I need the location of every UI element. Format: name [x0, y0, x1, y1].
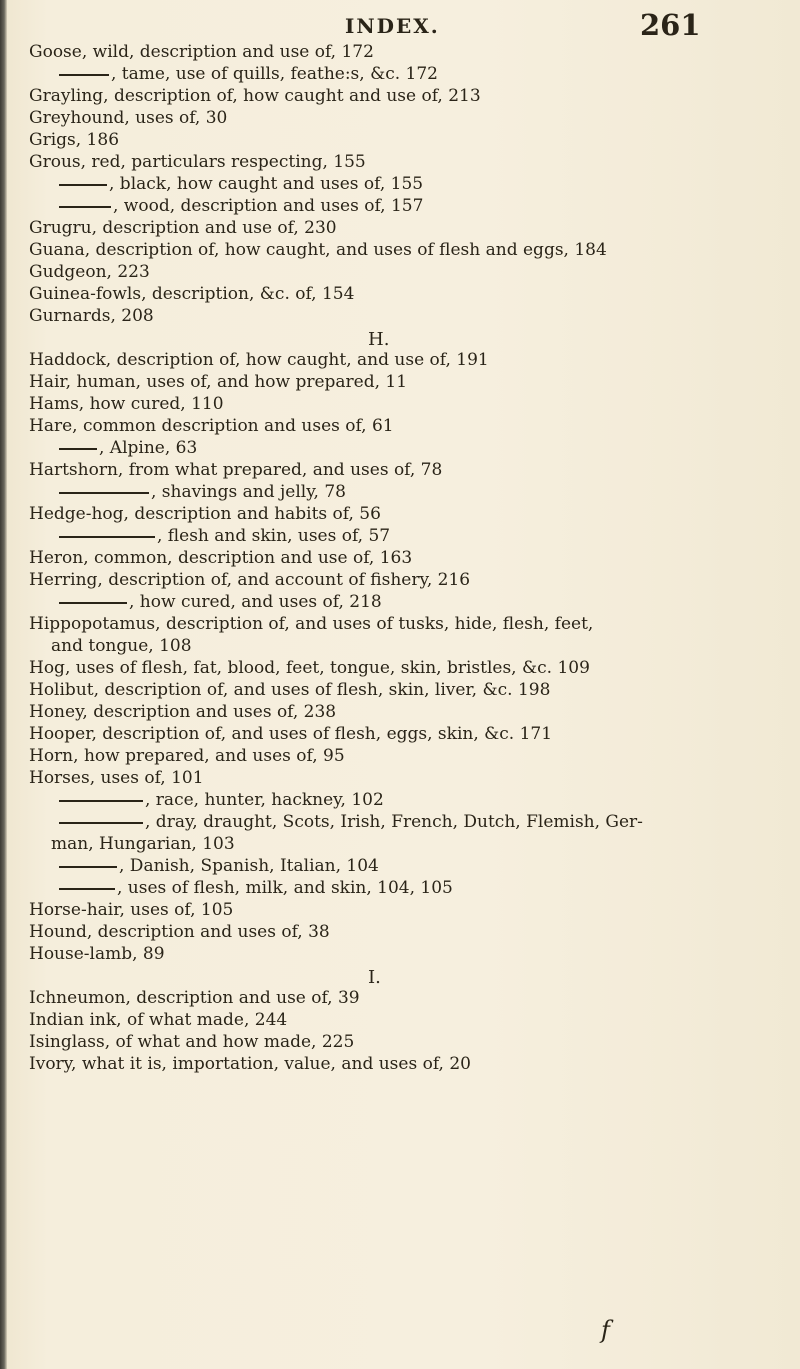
- index-entry-text: Hartshorn, from what prepared, and uses of, 78: [29, 460, 443, 480]
- index-entry-text: Holibut, description of, and uses of flesh, skin, liver, &c. 198: [29, 680, 551, 700]
- index-entry: [29, 305, 154, 327]
- index-entry-text: Gudgeon, 223: [29, 262, 150, 282]
- index-entry: [29, 151, 366, 173]
- index-entry: [59, 437, 197, 459]
- index-entry: [29, 701, 336, 723]
- index-entry: [29, 217, 337, 239]
- index-entry-text: , how cured, and uses of, 218: [129, 592, 382, 612]
- index-entry: [59, 173, 423, 195]
- index-entry: [29, 393, 224, 415]
- index-entry: [29, 723, 552, 745]
- index-entry-text: Horse-hair, uses of, 105: [29, 900, 234, 920]
- index-entry: [59, 63, 438, 85]
- index-entry: [29, 85, 481, 107]
- index-entry: [59, 525, 390, 547]
- index-entry: [29, 107, 227, 129]
- index-entry: [29, 261, 150, 283]
- index-entry-text: Ivory, what it is, importation, value, and uses of, 20: [29, 1054, 471, 1074]
- index-entry: [59, 481, 346, 503]
- index-entry: [59, 877, 453, 899]
- index-entry: [29, 415, 394, 437]
- ditto-dash: [59, 536, 155, 538]
- index-entry: [59, 591, 382, 613]
- index-entry-text: Greyhound, uses of, 30: [29, 108, 228, 128]
- index-entry-text: Ichneumon, description and use of, 39: [29, 988, 360, 1008]
- section-letter: H.: [368, 329, 390, 350]
- index-entry: [29, 679, 550, 701]
- ditto-dash: [59, 184, 107, 186]
- index-entry: [29, 1053, 471, 1075]
- index-entry: [29, 767, 204, 789]
- ditto-dash: [59, 822, 143, 824]
- index-entry-text: Hare, common description and uses of, 61: [29, 416, 394, 436]
- index-entry-text: Goose, wild, description and use of, 172: [29, 42, 374, 62]
- index-entry: [29, 921, 330, 943]
- index-entry-text: Hound, description and uses of, 38: [29, 922, 330, 942]
- ditto-dash: [59, 206, 111, 208]
- index-entry: [59, 811, 643, 833]
- index-entry-continuation: and tongue, 108: [51, 636, 192, 656]
- index-entry: [29, 547, 412, 569]
- index-entry: [29, 349, 489, 371]
- index-entry-text: House-lamb, 89: [29, 944, 165, 964]
- index-entry-text: , Alpine, 63: [99, 438, 198, 458]
- index-entry-text: Grayling, description of, how caught and use of, 213: [29, 86, 481, 106]
- index-entry-text: , race, hunter, hackney, 102: [145, 790, 384, 810]
- ditto-dash: [59, 448, 97, 450]
- index-entry: [29, 239, 607, 261]
- index-entry-text: Heron, common, description and use of, 163: [29, 548, 413, 568]
- index-entry: [29, 371, 407, 393]
- index-entry: [29, 1031, 354, 1053]
- page-number: 261: [640, 8, 701, 42]
- index-entry: [29, 503, 381, 525]
- ditto-dash: [59, 74, 109, 76]
- index-entry-text: Hedge-hog, description and habits of, 56: [29, 504, 381, 524]
- index-entry-text: , flesh and skin, uses of, 57: [157, 526, 391, 546]
- index-entry-text: , tame, use of quills, feathe:s, &c. 172: [111, 64, 439, 84]
- ditto-dash: [59, 800, 143, 802]
- index-entry: [59, 789, 384, 811]
- running-title: INDEX.: [345, 14, 440, 38]
- index-entry-text: Grugru, description and use of, 230: [29, 218, 337, 238]
- index-entry: [29, 657, 590, 679]
- index-entry-text: , black, how caught and uses of, 155: [109, 174, 424, 194]
- index-entry: [29, 1009, 287, 1031]
- index-entry-text: Hooper, description of, and uses of flesh, eggs, skin, &c. 171: [29, 724, 553, 744]
- index-entry-text: Hippopotamus, description of, and uses of tusks, hide, flesh, feet,: [29, 614, 594, 634]
- index-entry-text: Grous, red, particulars respecting, 155: [29, 152, 366, 172]
- index-entry: [29, 943, 165, 965]
- index-entry: [29, 129, 119, 151]
- index-entry-text: , uses of flesh, milk, and skin, 104, 105: [117, 878, 453, 898]
- index-entry: [29, 459, 442, 481]
- index-entry-continuation: man, Hungarian, 103: [51, 834, 235, 854]
- index-entry: [29, 899, 233, 921]
- ditto-dash: [59, 866, 117, 868]
- index-entry-text: Gurnards, 208: [29, 306, 154, 326]
- index-entry-text: Guinea-fowls, description, &c. of, 154: [29, 284, 355, 304]
- index-entry-text: Horses, uses of, 101: [29, 768, 204, 788]
- index-entry: [29, 987, 360, 1009]
- ditto-dash: [59, 492, 149, 494]
- index-entry-text: Hair, human, uses of, and how prepared, 11: [29, 372, 408, 392]
- index-entry-text: , shavings and jelly, 78: [151, 482, 346, 502]
- index-entry: [29, 283, 354, 305]
- index-entry-text: Horn, how prepared, and uses of, 95: [29, 746, 345, 766]
- index-entry: [59, 855, 379, 877]
- index-entry-text: Grigs, 186: [29, 130, 120, 150]
- index-entry-text: Herring, description of, and account of fishery, 216: [29, 570, 471, 590]
- index-entry-text: Honey, description and uses of, 238: [29, 702, 337, 722]
- index-entry-text: Guana, description of, how caught, and uses of flesh and eggs, 184: [29, 240, 607, 260]
- index-entry-text: Hams, how cured, 110: [29, 394, 224, 414]
- index-entry: [29, 569, 470, 591]
- index-entry: [29, 41, 374, 63]
- ditto-dash: [59, 888, 115, 890]
- index-entry-text: , wood, description and uses of, 157: [113, 196, 424, 216]
- index-entry-text: , Danish, Spanish, Italian, 104: [119, 856, 379, 876]
- index-entry-text: Isinglass, of what and how made, 225: [29, 1032, 355, 1052]
- index-entry: [29, 613, 593, 635]
- index-entry-text: Hog, uses of flesh, fat, blood, feet, tongue, skin, bristles, &c. 109: [29, 658, 590, 678]
- index-entry: [59, 195, 423, 217]
- index-entry-text: Haddock, description of, how caught, and use of, 191: [29, 350, 489, 370]
- index-entry-text: , dray, draught, Scots, Irish, French, Dutch, Flemish, Ger-: [145, 812, 643, 832]
- page-binding-edge: [0, 0, 7, 1369]
- section-letter: I.: [368, 967, 381, 988]
- signature-mark: f: [601, 1316, 610, 1344]
- ditto-dash: [59, 602, 127, 604]
- index-entry-text: Indian ink, of what made, 244: [29, 1010, 288, 1030]
- index-entry: [29, 745, 345, 767]
